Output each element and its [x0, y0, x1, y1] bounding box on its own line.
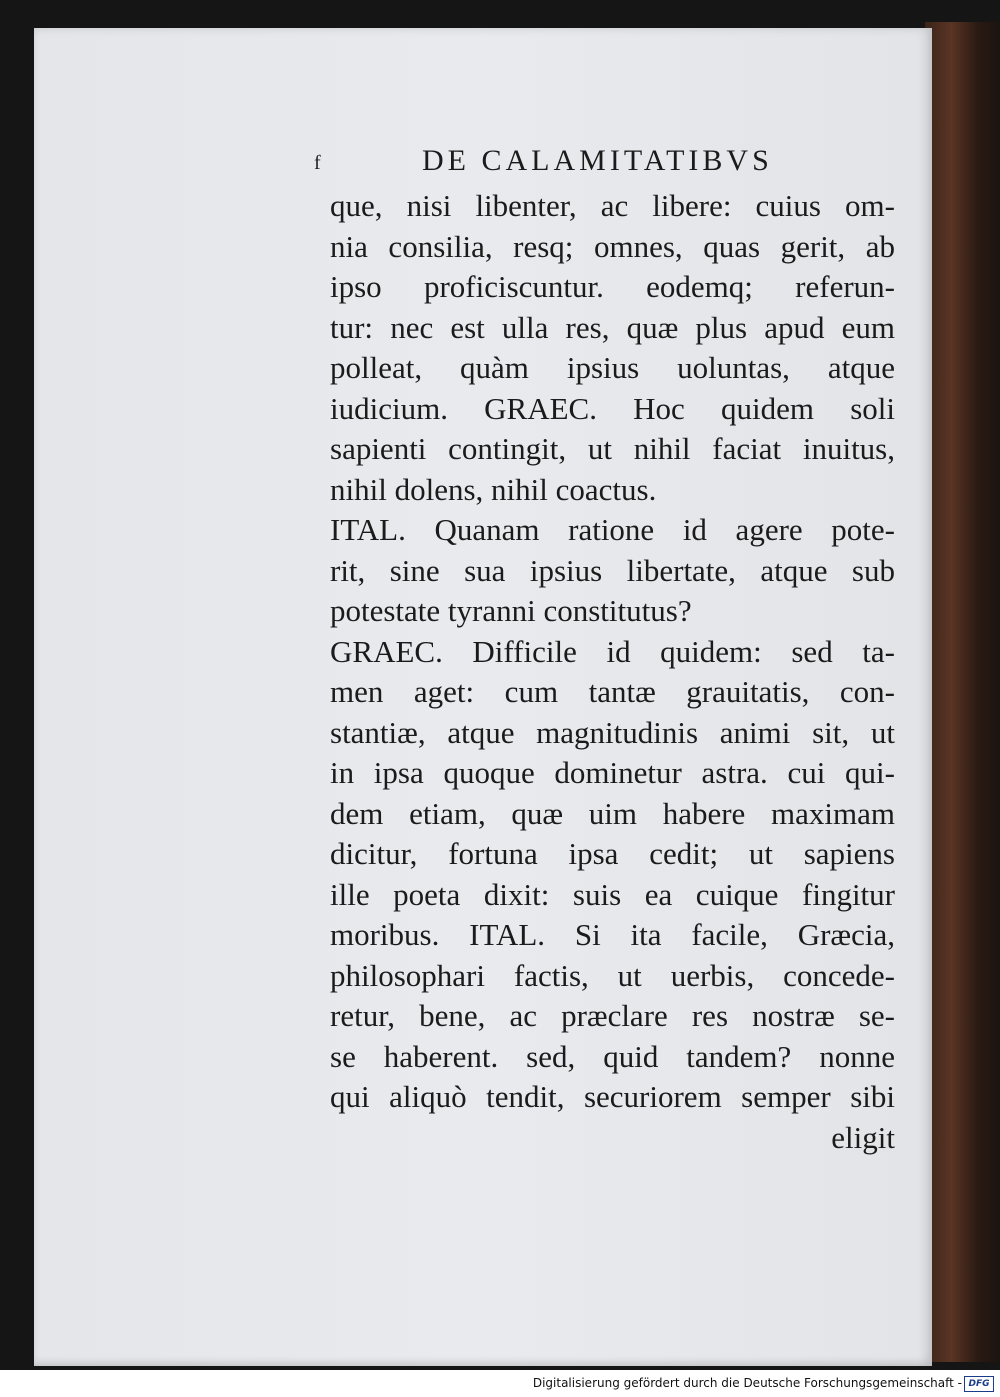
text-line: que, nisi libenter, ac libere: cuius om- — [330, 188, 895, 223]
text-line: ITAL. Quanam ratione id agere pote- — [330, 512, 895, 547]
text-line: men aget: cum tantæ grauitatis, con- — [330, 674, 895, 709]
text-line: ipso proficiscuntur. eodemq; referun- — [330, 269, 895, 304]
text-line: tur: nec est ulla res, quæ plus apud eum — [330, 309, 895, 345]
footer-credit: Digitalisierung gefördert durch die Deutsche Forschungsgemeinschaft - — [532, 1376, 962, 1390]
text-line: se haberent. sed, quid tandem? nonne — [330, 1038, 895, 1074]
text-line: potestate tyranni constitutus? — [330, 593, 692, 628]
text-lines — [330, 186, 895, 1158]
text-line: retur, bene, ac præclare res nostræ se- — [330, 998, 895, 1033]
text-line: polleat, quàm ipsius uoluntas, atque — [330, 350, 895, 385]
text-line: nihil dolens, nihil coactus. — [330, 471, 657, 507]
text-line: philosophari factis, ut uerbis, concede- — [330, 957, 895, 993]
text-block — [314, 140, 895, 1158]
text-line: qui aliquò tendit, securiorem semper sibi — [330, 1079, 895, 1114]
text-line: sapienti contingit, ut nihil faciat inuitus, — [330, 431, 895, 466]
text-line: GRAEC. Difficile id quidem: sed ta- — [330, 633, 895, 669]
text-line: in ipsa quoque dominetur astra. cui qui- — [330, 755, 895, 790]
running-head-title: DE CALAMITATIBVS — [422, 144, 773, 177]
text-line: ille poeta dixit: suis ea cuique fingitur — [330, 876, 895, 912]
page-mark: f — [314, 152, 321, 174]
text-line: moribus. ITAL. Si ita facile, Græcia, — [330, 917, 895, 952]
text-line: stantiæ, atque magnitudinis animi sit, ut — [330, 714, 895, 750]
footer — [0, 1372, 1000, 1397]
book-edge — [925, 22, 1000, 1362]
dfg-logo: DFG — [964, 1376, 994, 1392]
text-line: iudicium. GRAEC. Hoc quidem soli — [330, 390, 895, 426]
text-line: dem etiam, quæ uim habere maximam — [330, 795, 895, 831]
catchword: eligit — [831, 1119, 895, 1155]
running-head — [314, 140, 895, 186]
text-line: dicitur, fortuna ipsa cedit; ut sapiens — [330, 836, 895, 871]
text-line: rit, sine sua ipsius libertate, atque sub — [330, 552, 895, 588]
text-line: nia consilia, resq; omnes, quas gerit, ab — [330, 228, 895, 264]
